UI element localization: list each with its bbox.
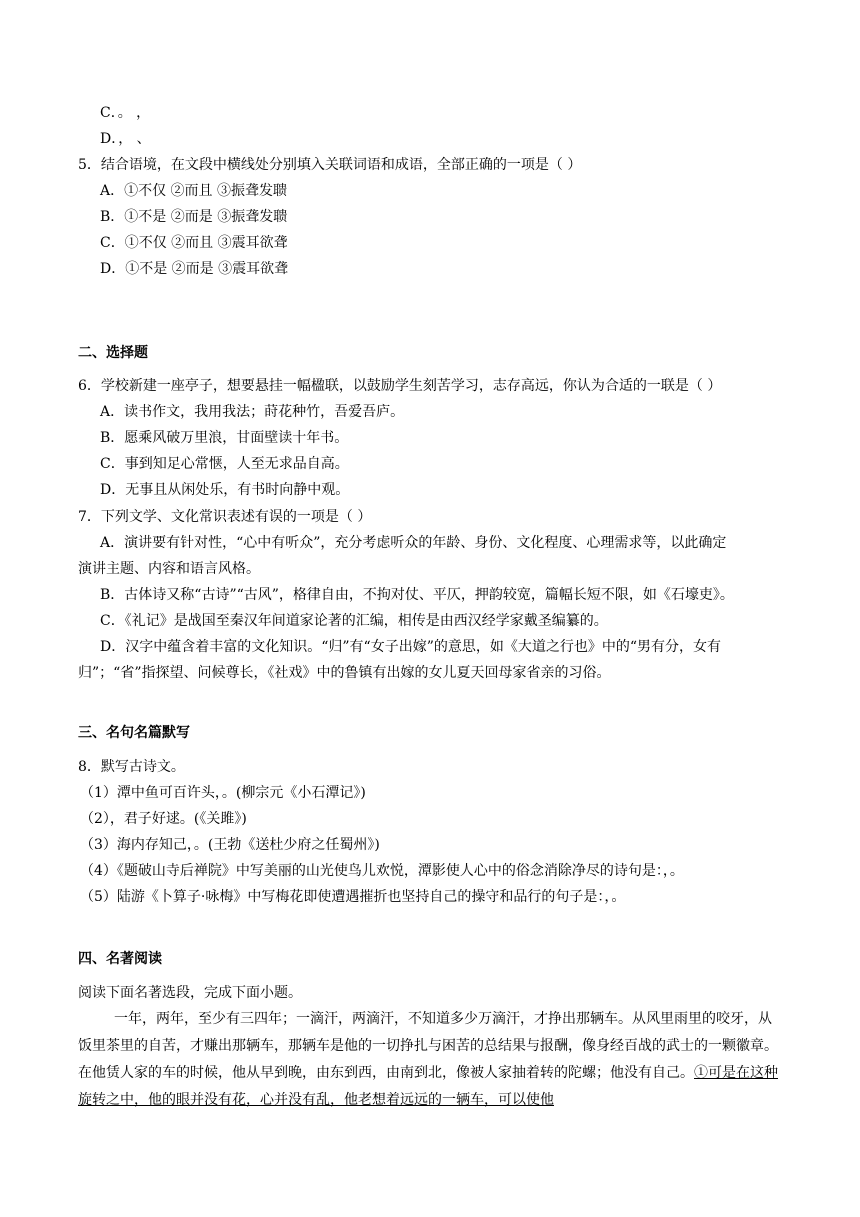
q7-option-a-line1: A．演讲要有针对性，“心中有听众”，充分考虑听众的年龄、身份、文化程度、心理需求等，以此确定 bbox=[100, 535, 727, 551]
q8-item-1: （1）潭中鱼可百许头，。(柳宗元《小石潭记》) bbox=[80, 785, 366, 801]
q7-option-b: B．古体诗又称“古诗”“古风”，格律自由，不拘对仗、平仄，押韵较宽，篇幅长短不限，如《石壕吏》。 bbox=[100, 587, 734, 603]
q7-stem: 7．下列文学、文化常识表述有误的一项是（ ） bbox=[78, 509, 372, 525]
q5-option-d: D．①不是 ②而是 ③震耳欲聋 bbox=[100, 261, 289, 277]
q6-stem: 6．学校新建一座亭子，想要悬挂一幅楹联，以鼓励学生刻苦学习，志存高远，你认为合适的一联是（ ） bbox=[78, 378, 722, 394]
q7-option-a-line2: 演讲主题、内容和语言风格。 bbox=[78, 561, 260, 577]
q8-item-2: （2），君子好逑。(《关雎》) bbox=[80, 811, 247, 827]
q4-option-c: C．。 ， bbox=[100, 105, 151, 121]
q6-option-a: A．读书作文，我用我法；莳花种竹，吾爱吾庐。 bbox=[100, 404, 405, 420]
q5-option-a: A．①不仅 ②而且 ③振聋发聩 bbox=[100, 183, 288, 199]
q7-option-c: C．《礼记》是战国至秦汉年间道家论著的汇编，相传是由西汉经学家戴圣编纂的。 bbox=[100, 613, 608, 629]
q8-item-3: （3）海内存知己，。(王勃《送杜少府之任蜀州》) bbox=[80, 837, 380, 853]
q7-option-d-line1: D．汉字中蕴含着丰富的文化知识。“归”有“女子出嫁”的意思，如《大道之行也》中的“男有分，女有 bbox=[100, 639, 722, 655]
q5-stem: 5．结合语境，在文段中横线处分别填入关联词语和成语，全部正确的一项是（ ） bbox=[78, 157, 582, 173]
q8-stem: 8．默写古诗文。 bbox=[78, 759, 185, 775]
q6-option-d: D．无事且从闲处乐，有书时向静中观。 bbox=[100, 482, 350, 498]
reading-passage-text: 一年，两年，至少有三四年；一滴汗，两滴汗，不知道多少万滴汗，才挣出那辆车。从风里雨里的咬牙，从饭里茶里的自苦，才赚出那辆车，那辆车是他的一切挣扎与困苦的总结果与报酬，像身经百战的武士的一颗徽章。在他赁人家的车的时候，他从早到晚，由东到西，由南到北，像被人家抽着转的陀螺；他没有自己。 bbox=[78, 1011, 778, 1081]
q8-item-5: （5）陆游《卜算子·咏梅》中写梅花即使遭遇摧折也坚持自己的操守和品行的句子是：，。 bbox=[80, 889, 626, 905]
section-4-title: 四、名著阅读 bbox=[78, 951, 162, 967]
q6-option-c: C．事到知足心常惬，人至无求品自高。 bbox=[100, 456, 349, 472]
reading-underlined-sentence: ①可是在这种旋转之中，他的眼并没有花，心并没有乱，他老想着远远的一辆车，可以使他 bbox=[78, 1065, 778, 1108]
q6-option-b: B．愿乘风破万里浪，甘面壁读十年书。 bbox=[100, 430, 349, 446]
reading-passage bbox=[78, 1006, 778, 1114]
q7-option-d-line2: 归”；“省”指探望、问候尊长，《社戏》中的鲁镇有出嫁的女儿夏天回母家省亲的习俗。 bbox=[78, 665, 611, 681]
reading-intro: 阅读下面名著选段，完成下面小题。 bbox=[78, 985, 302, 1001]
section-2-title: 二、选择题 bbox=[78, 345, 148, 361]
q5-option-c: C．①不仅 ②而且 ③震耳欲聋 bbox=[100, 235, 288, 251]
q4-option-d: D．， 、 bbox=[100, 131, 151, 147]
q8-item-4: （4）《题破山寺后禅院》中写美丽的山光使鸟儿欢悦，潭影使人心中的俗念消除净尽的诗句是：，。 bbox=[80, 863, 684, 879]
section-3-title: 三、名句名篇默写 bbox=[78, 725, 190, 741]
q5-option-b: B．①不是 ②而是 ③振聋发聩 bbox=[100, 209, 288, 225]
